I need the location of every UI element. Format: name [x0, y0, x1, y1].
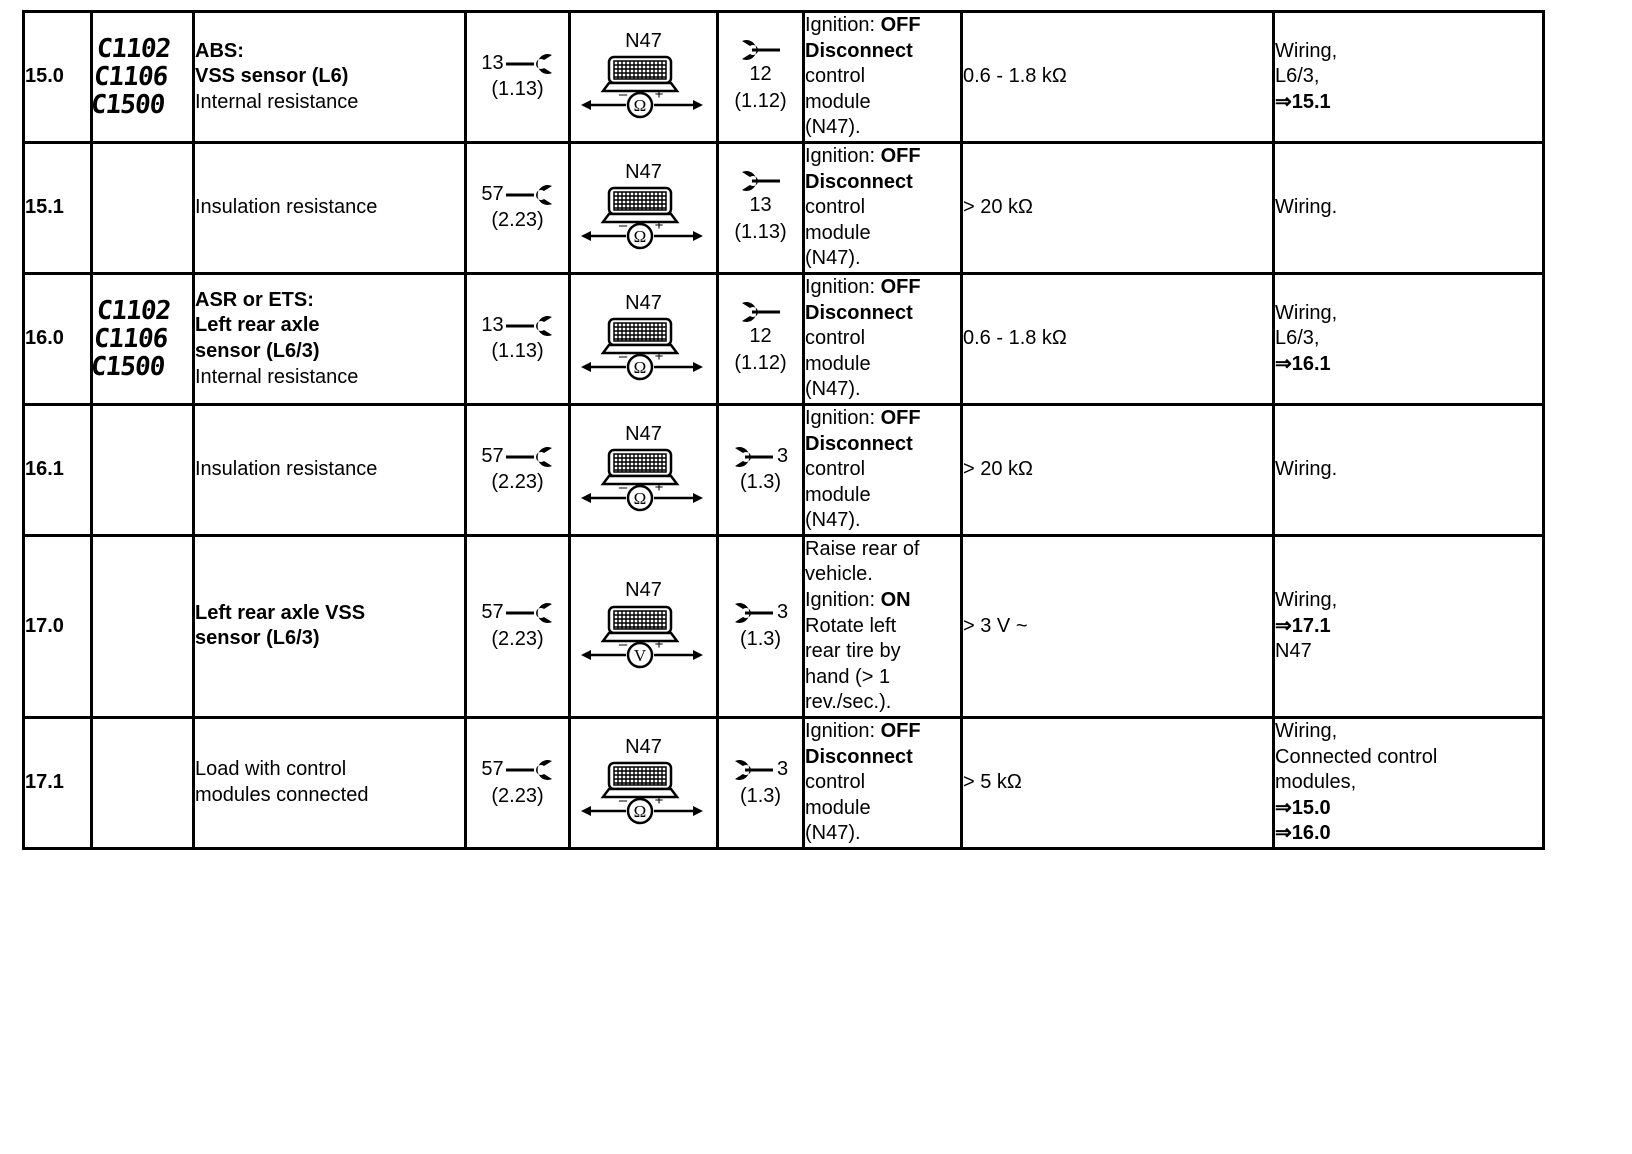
description-line: Insulation resistance: [195, 458, 378, 481]
condition-text: (N47).: [805, 247, 861, 270]
nominal-value: > 3 V ~: [962, 535, 1274, 717]
condition-text: (N47).: [805, 822, 861, 845]
svg-text:+: +: [654, 348, 663, 366]
meter-module-label: N47: [625, 29, 662, 52]
test-condition: [804, 273, 962, 404]
probe-tip-icon: [733, 602, 775, 624]
meter-module-label: N47: [625, 422, 662, 445]
table-row: [24, 404, 1544, 535]
meter-cell: [570, 718, 718, 849]
condition-emphasis: OFF: [880, 406, 921, 429]
fault-code-list: [89, 12, 194, 143]
condition-text: rev./sec.).: [805, 691, 892, 714]
probe-connector-icon: [506, 53, 554, 75]
result-text: Wiring,: [1275, 720, 1338, 743]
condition-emphasis: Disconnect: [805, 432, 913, 455]
probe-right-pin: 13: [749, 194, 772, 217]
result-text: Wiring,: [1275, 589, 1338, 612]
step-number: 16.0: [24, 273, 92, 404]
probe-left-pin: 57: [481, 444, 504, 467]
table-row: [24, 142, 1544, 273]
svg-text:+: +: [654, 217, 663, 235]
test-description: [194, 535, 466, 717]
description-bold-line: sensor (L6/3): [195, 339, 320, 362]
condition-text: hand (> 1: [805, 665, 891, 688]
condition-emphasis: Disconnect: [805, 745, 913, 768]
table-body: [24, 12, 1544, 849]
condition-text: rear tire by: [805, 640, 901, 663]
svg-text:+: +: [654, 635, 663, 653]
test-description: [194, 142, 466, 273]
result-text: Wiring.: [1275, 196, 1338, 219]
probe-connector-icon: [506, 315, 554, 337]
nominal-value: 0.6 - 1.8 kΩ: [962, 12, 1274, 143]
condition-text: control: [805, 327, 866, 350]
probe-left-pin: 13: [481, 313, 504, 336]
possible-cause: [1274, 718, 1544, 849]
probe-left: [466, 142, 570, 273]
test-condition: [804, 718, 962, 849]
probe-right-connector: (1.3): [739, 784, 782, 807]
probe-left-pin: 13: [481, 51, 504, 74]
probe-right: [718, 12, 804, 143]
meter-cell: [570, 404, 718, 535]
probe-left: [466, 718, 570, 849]
probe-left-connector: (1.13): [491, 340, 544, 363]
probe-tip-icon: [740, 170, 782, 192]
svg-text:Ω: Ω: [633, 96, 646, 116]
condition-emphasis: Disconnect: [805, 301, 913, 324]
probe-left-pin: 57: [481, 182, 504, 205]
condition-text: Ignition:: [805, 144, 881, 167]
result-reference: ⇒15.0: [1275, 796, 1331, 819]
probe-tip-icon: [733, 759, 775, 781]
condition-emphasis: OFF: [880, 14, 921, 36]
condition-text: Ignition:: [805, 14, 881, 36]
probe-right-pin: 12: [749, 325, 772, 348]
condition-text: module: [805, 90, 871, 113]
result-text: L6/3,: [1275, 65, 1320, 88]
result-text: L6/3,: [1275, 327, 1320, 350]
probe-connector-icon: [506, 759, 554, 781]
fault-codes: C1102 C1106 C1500: [89, 295, 172, 382]
condition-text: (N47).: [805, 509, 861, 532]
meter-cell: [570, 12, 718, 143]
possible-cause: [1274, 273, 1544, 404]
multimeter-icon: [579, 317, 709, 387]
probe-tip-icon: [740, 301, 782, 323]
svg-text:Ω: Ω: [633, 802, 646, 822]
table-row: [24, 535, 1544, 717]
result-text: Wiring,: [1275, 39, 1338, 62]
table-row: [24, 273, 1544, 404]
probe-left-connector: (2.23): [491, 784, 544, 807]
probe-right-pin: 3: [776, 601, 789, 624]
probe-right-connector: (1.3): [739, 471, 782, 494]
condition-text: control: [805, 65, 866, 88]
probe-left-connector: (1.13): [491, 78, 544, 101]
result-text: Wiring,: [1275, 301, 1338, 324]
nominal-value: > 5 kΩ: [962, 718, 1274, 849]
step-number: 17.1: [24, 718, 92, 849]
test-condition: [804, 535, 962, 717]
probe-connector-icon: [506, 184, 554, 206]
svg-text:–: –: [618, 792, 627, 810]
diagnostic-table: [22, 10, 1545, 850]
svg-text:Ω: Ω: [633, 489, 646, 509]
step-number: 15.1: [24, 142, 92, 273]
condition-text: module: [805, 483, 871, 506]
description-line: Internal resistance: [195, 90, 359, 113]
meter-cell: [570, 535, 718, 717]
meter-module-label: N47: [625, 579, 662, 602]
description-bold-line: VSS sensor (L6): [195, 65, 349, 88]
probe-tip-icon: [733, 446, 775, 468]
nominal-value: > 20 kΩ: [962, 404, 1274, 535]
description-line: Load with control: [195, 758, 347, 781]
condition-emphasis: Disconnect: [805, 170, 913, 193]
probe-right: [718, 142, 804, 273]
condition-text: Ignition:: [805, 720, 881, 743]
meter-cell: [570, 273, 718, 404]
probe-right-connector: (1.12): [734, 351, 787, 374]
probe-right: [718, 404, 804, 535]
result-text: modules,: [1275, 771, 1357, 794]
probe-left-connector: (2.23): [491, 471, 544, 494]
step-number: 15.0: [24, 12, 92, 143]
meter-module-label: N47: [625, 291, 662, 314]
fault-code-list: [92, 142, 194, 273]
condition-emphasis: Disconnect: [805, 39, 913, 62]
test-condition: [804, 404, 962, 535]
probe-right-pin: 12: [749, 63, 772, 86]
test-description: [194, 12, 466, 143]
description-bold-line: ASR or ETS:: [195, 288, 314, 311]
multimeter-icon: [579, 55, 709, 125]
condition-text: module: [805, 796, 871, 819]
svg-text:+: +: [654, 792, 663, 810]
description-line: Internal resistance: [195, 365, 359, 388]
meter-module-label: N47: [625, 735, 662, 758]
description-bold-line: ABS:: [195, 39, 244, 62]
description-bold-line: Left rear axle VSS: [195, 601, 366, 624]
probe-left: [466, 273, 570, 404]
condition-text: control: [805, 771, 866, 794]
probe-right: [718, 718, 804, 849]
probe-tip-icon: [740, 39, 782, 61]
test-condition: [804, 12, 962, 143]
probe-left-pin: 57: [481, 601, 504, 624]
description-bold-line: Left rear axle: [195, 314, 320, 337]
probe-connector-icon: [506, 446, 554, 468]
possible-cause: [1274, 142, 1544, 273]
step-number: 17.0: [24, 535, 92, 717]
test-description: [194, 718, 466, 849]
probe-left: [466, 12, 570, 143]
condition-text: vehicle.: [805, 563, 873, 586]
probe-right-connector: (1.3): [739, 627, 782, 650]
svg-text:–: –: [618, 479, 627, 497]
diagnostic-table-page: [0, 10, 1632, 1154]
condition-emphasis: OFF: [880, 275, 921, 298]
probe-left: [466, 404, 570, 535]
result-text: Connected control: [1275, 745, 1438, 768]
probe-left-connector: (2.23): [491, 209, 544, 232]
description-bold-line: sensor (L6/3): [195, 627, 320, 650]
condition-text: Ignition:: [805, 589, 881, 612]
result-reference: ⇒15.1: [1275, 90, 1331, 113]
meter-module-label: N47: [625, 160, 662, 183]
condition-text: control: [805, 196, 866, 219]
svg-text:Ω: Ω: [633, 227, 646, 247]
fault-code-list: [92, 535, 194, 717]
condition-text: Ignition:: [805, 275, 881, 298]
condition-text: Rotate left: [805, 614, 897, 637]
condition-text: (N47).: [805, 378, 861, 401]
possible-cause: [1274, 404, 1544, 535]
test-description: [194, 404, 466, 535]
multimeter-icon: [579, 605, 709, 675]
test-description: [194, 273, 466, 404]
result-reference: ⇒16.1: [1275, 352, 1331, 375]
result-text: Wiring.: [1275, 458, 1338, 481]
condition-text: (N47).: [805, 116, 861, 139]
table-row: [24, 12, 1544, 143]
condition-text: Raise rear of: [805, 537, 920, 560]
probe-right-connector: (1.13): [734, 220, 787, 243]
svg-text:Ω: Ω: [633, 358, 646, 378]
condition-text: module: [805, 352, 871, 375]
meter-cell: [570, 142, 718, 273]
step-number: 16.1: [24, 404, 92, 535]
svg-text:–: –: [618, 86, 627, 104]
condition-emphasis: OFF: [880, 720, 921, 743]
condition-emphasis: ON: [880, 589, 911, 612]
probe-right-pin: 3: [776, 444, 789, 467]
fault-code-list: [89, 273, 194, 404]
probe-connector-icon: [506, 602, 554, 624]
test-condition: [804, 142, 962, 273]
result-text: N47: [1275, 640, 1312, 663]
probe-right-connector: (1.12): [734, 89, 787, 112]
condition-text: control: [805, 458, 866, 481]
result-reference: ⇒17.1: [1275, 614, 1331, 637]
nominal-value: 0.6 - 1.8 kΩ: [962, 273, 1274, 404]
svg-text:–: –: [618, 348, 627, 366]
condition-emphasis: OFF: [880, 144, 921, 167]
condition-text: Ignition:: [805, 406, 881, 429]
multimeter-icon: [579, 761, 709, 831]
description-line: modules connected: [195, 784, 369, 807]
condition-text: module: [805, 221, 871, 244]
description-line: Insulation resistance: [195, 196, 378, 219]
probe-left-pin: 57: [481, 757, 504, 780]
probe-right: [718, 535, 804, 717]
multimeter-icon: [579, 186, 709, 256]
svg-text:–: –: [618, 635, 627, 653]
fault-code-list: [92, 718, 194, 849]
svg-text:V: V: [633, 645, 646, 665]
probe-right: [718, 273, 804, 404]
possible-cause: [1274, 535, 1544, 717]
possible-cause: [1274, 12, 1544, 143]
table-row: [24, 718, 1544, 849]
svg-text:–: –: [618, 217, 627, 235]
svg-text:+: +: [654, 86, 663, 104]
probe-left-connector: (2.23): [491, 627, 544, 650]
svg-text:+: +: [654, 479, 663, 497]
fault-code-list: [92, 404, 194, 535]
result-reference: ⇒16.0: [1275, 822, 1331, 845]
fault-codes: C1102 C1106 C1500: [89, 33, 172, 121]
multimeter-icon: [579, 448, 709, 518]
probe-left: [466, 535, 570, 717]
probe-right-pin: 3: [776, 757, 789, 780]
nominal-value: > 20 kΩ: [962, 142, 1274, 273]
